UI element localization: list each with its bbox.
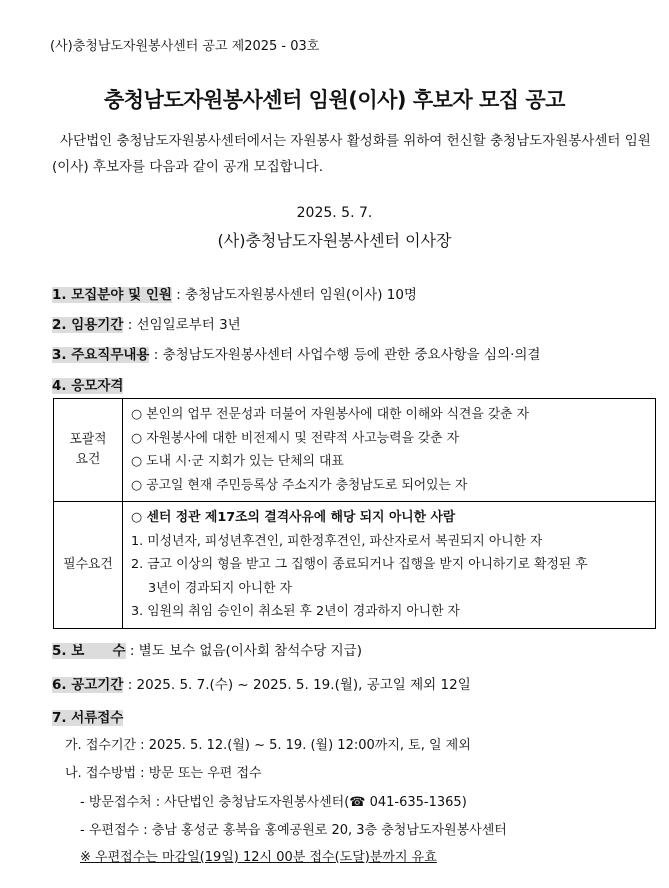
qualification-table [53, 398, 656, 629]
section-submission [52, 706, 123, 726]
list-item: 2. 금고 이상의 형을 받고 그 집행이 종료되거나 집행을 받지 아니하기로 확정된 후 [131, 557, 588, 572]
section-value: : 충청남도자원봉사센터 임원(이사) 10명 [176, 287, 417, 303]
section-salary [52, 639, 362, 659]
visit-location: - 방문접수처 : 사단법인 충청남도자원봉사센터(☎ 041-635-1365) [80, 795, 467, 810]
section-label: 1. 모집분야 및 인원 [52, 287, 172, 303]
table-row [54, 502, 656, 629]
section-qualification [52, 374, 123, 394]
section-label: 4. 응모자격 [52, 378, 124, 394]
mail-deadline-note: ※ 우편접수는 마감일(19일) 12시 00분 접수(도달)분까지 유효 [80, 850, 437, 865]
submission-method: 나. 접수방법 : 방문 또는 우편 접수 [65, 766, 262, 781]
general-requirement-label [54, 399, 123, 502]
intro-paragraph: 사단법인 충청남도자원봉사센터에서는 자원봉사 활성화를 위하여 헌신할 충청남도자원봉사센터 임원(이사) 후보자를 다음과 같이 공개 모집합니다. [52, 133, 651, 175]
list-item: ○ 본인의 업무 전문성과 더불어 자원봉사에 대한 이해와 식견을 갖춘 자 [131, 407, 529, 422]
section-label: 3. 주요직무내용 [52, 347, 150, 363]
section-label: 7. 서류접수 [52, 710, 124, 726]
list-item: ○ 자원봉사에 대한 비전제시 및 전략적 사고능력을 갖춘 자 [131, 430, 460, 446]
section-label: 6. 공고기간 [52, 677, 124, 693]
section-value: : 충청남도자원봉사센터 사업수행 등에 관한 중요사항을 심의·의결 [153, 347, 541, 363]
list-item: 3년이 경과되지 아니한 자 [148, 580, 292, 596]
list-item: 3. 임원의 취임 승인이 취소된 후 2년이 경과하지 아니한 자 [131, 604, 460, 619]
list-heading: ○ 센터 정관 제17조의 결격사유에 해당 되지 아니한 사람 [131, 510, 456, 525]
list-item: ○ 도내 시·군 지회가 있는 단체의 대표 [131, 454, 344, 469]
label-line: 요건 [75, 452, 101, 467]
announcement-date: 2025. 5. 7. [296, 205, 373, 221]
list-item: 1. 미성년자, 피성년후견인, 피한정후견인, 파산자로서 복권되지 아니한 자 [131, 533, 543, 549]
required-requirement-list [123, 502, 656, 629]
document-number: (사)충청남도자원봉사센터 공고 제2025 - 03호 [50, 39, 320, 54]
section-value: : 선임일로부터 3년 [127, 317, 241, 333]
submission-period: 가. 접수기간 : 2025. 5. 12.(월) ~ 5. 19. (월) 12:00까지, 토, 일 제외 [65, 738, 471, 753]
section-label: 2. 임용기간 [52, 317, 124, 333]
section-term [52, 313, 241, 333]
section-label: 5. 보 수 [52, 643, 126, 659]
required-requirement-label: 필수요건 [54, 502, 123, 629]
table-row [54, 399, 656, 502]
issuer-name: (사)충청남도자원봉사센터 이사장 [217, 231, 452, 250]
document-title: 충청남도자원봉사센터 임원(이사) 후보자 모집 공고 [104, 88, 565, 112]
section-period [52, 673, 471, 693]
general-requirement-list [123, 399, 656, 502]
section-duties [52, 343, 540, 363]
section-value: : 2025. 5. 7.(수) ~ 2025. 5. 19.(월), 공고일 제외 12일 [127, 677, 471, 693]
label-line: 포괄적 [69, 432, 107, 447]
mail-address: - 우편접수 : 충남 홍성군 홍북읍 홍예공원로 20, 3층 충청남도자원봉사센터 [80, 823, 507, 838]
section-recruitment [52, 283, 417, 303]
section-value: : 별도 보수 없음(이사회 참석수당 지급) [129, 643, 362, 659]
list-item: ○ 공고일 현재 주민등록상 주소지가 충청남도로 되어있는 자 [131, 477, 468, 493]
